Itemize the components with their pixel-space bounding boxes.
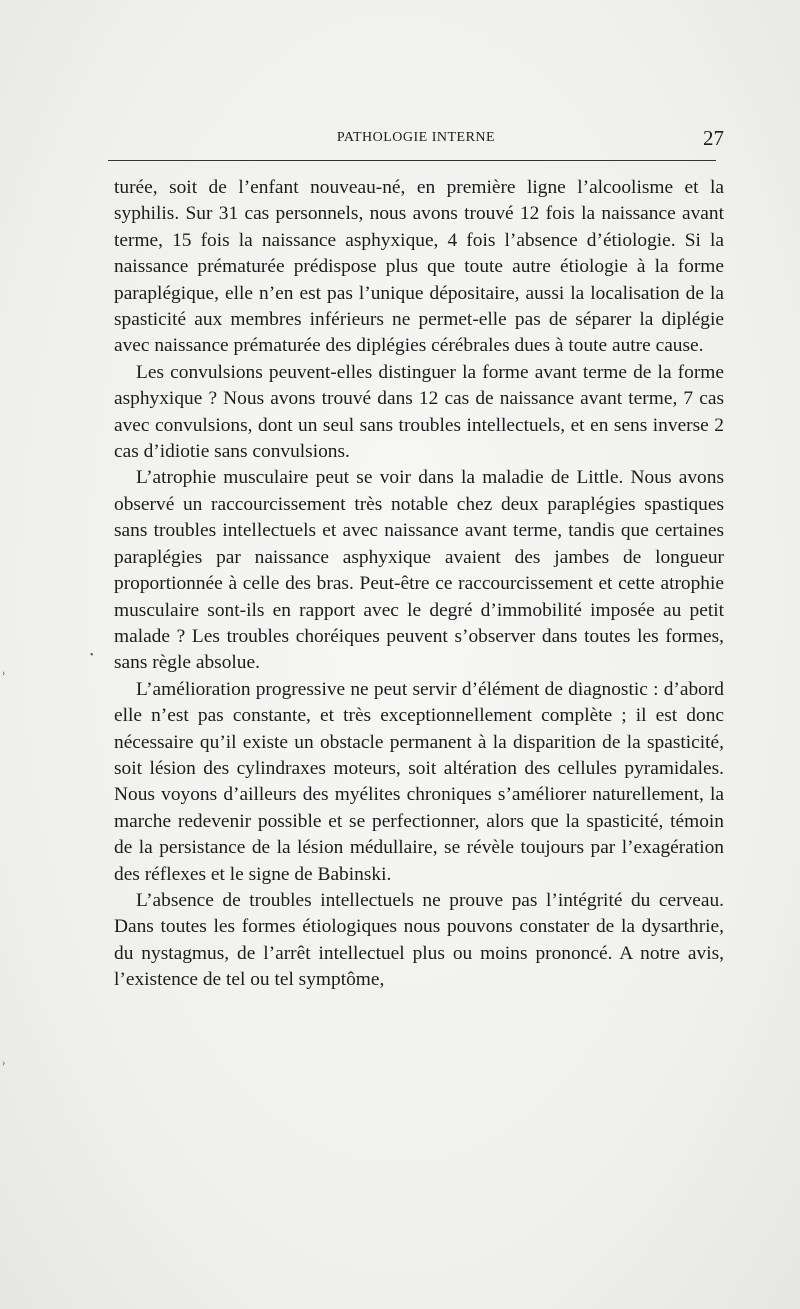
paragraph: L’atrophie musculaire peut se voir dans la maladie de Little. Nous avons observé un raccourcissement très notable chez deux paraplégies spastiques sans troubles intellectuels et avec naissance avant terme, tandis que certaines paraplégies par naissance asphyxique avaient des jambes de longueur proportionnée à celle des bras. Peut-être ce raccourcissement et cette atrophie musculaire sont-ils en rapport avec le degré d’immobilité imposée au petit malade ? Les troubles choréiques peuvent s’observer dans toutes les formes, sans règle absolue.	[114, 467, 724, 674]
margin-dot: •	[90, 650, 94, 661]
page-number: 27	[703, 126, 724, 150]
body-text	[114, 175, 724, 994]
paragraph: L’absence de troubles intellectuels ne prouve pas l’intégrité du cerveau. Dans toutes les formes étiologiques nous pouvons constater de la dysarthrie, du nystagmus, de l’arrêt intellectuel plus ou moins prononcé. A notre avis, l’existence de tel ou tel symptôme,	[114, 889, 724, 991]
header-rule	[108, 160, 716, 161]
paragraph: Les convulsions peuvent-elles distinguer la forme avant terme de la forme asphyxique ? Nous avons trouvé dans 12 cas de naissance avant terme, 7 cas avec convulsions, dont un seul sans troubles intellectuels, et en sens inverse 2 cas d’idiotie sans convulsions.	[114, 361, 724, 463]
running-title: PATHOLOGIE INTERNE	[336, 130, 496, 145]
running-head	[108, 126, 724, 158]
paragraph: L’amélioration progressive ne peut servir d’élément de diagnostic : d’abord elle n’est pas constante, et très exceptionnellement complète ; il est donc nécessaire qu’il existe un obstacle permanent à la disparition de la spasticité, soit lésion des cylindraxes moteurs, soit altération des cellules pyramidales. Nous voyons d’ailleurs des myélites chroniques s’améliorer naturellement, la marche redevenir possible et se perfectionner, alors que la spasticité, témoin de la persistance de la lésion médullaire, se révèle toujours par l’exagération des réflexes et le signe de Babinski.	[114, 678, 724, 885]
paragraph: turée, soit de l’enfant nouveau-né, en première ligne l’alcoolisme et la syphilis. Sur 31 cas personnels, nous avons trouvé 12 fois la naissance avant terme, 15 fois la naissance asphyxique, 4 fois l’absence d’étiologie. Si la naissance prématurée prédispose plus que toute autre étiologie à la forme paraplégique, elle n’en est pas l’unique dépositaire, aussi la localisation de la spasticité aux membres inférieurs ne permet-elle pas de séparer la diplégie avec naissance prématurée des diplégies cérébrales dues à toute autre cause.	[114, 177, 724, 357]
margin-tick: ›	[2, 668, 6, 679]
margin-tick: ›	[2, 1058, 6, 1069]
